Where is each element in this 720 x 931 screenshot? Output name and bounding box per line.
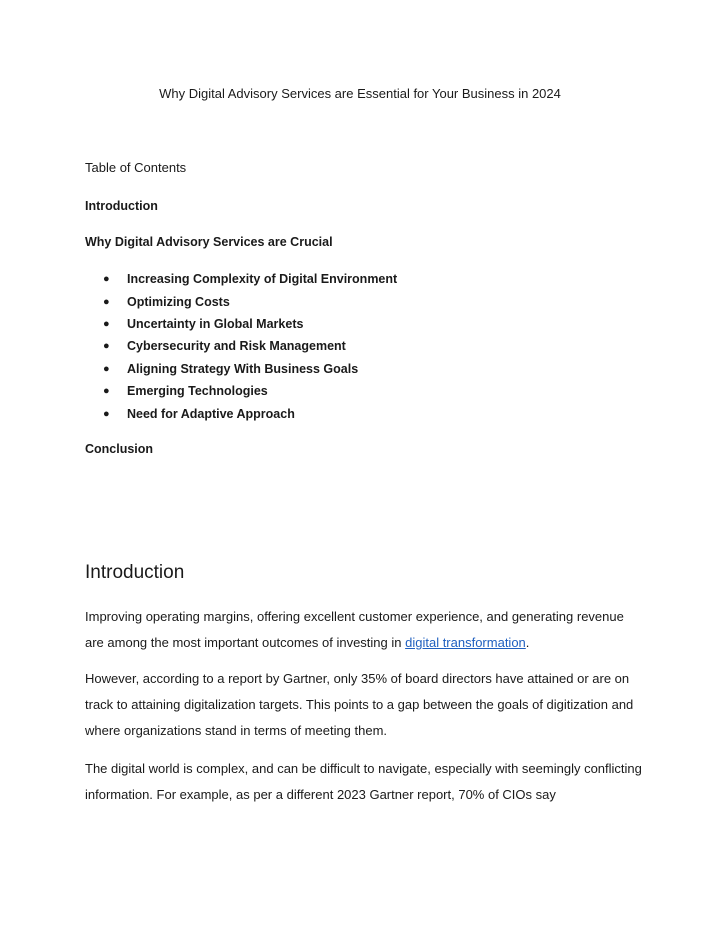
- toc-subsection-list: [85, 268, 397, 425]
- toc-subitem-label: Uncertainty in Global Markets: [127, 316, 304, 331]
- toc-subitem-label: Aligning Strategy With Business Goals: [127, 361, 359, 376]
- bullet-icon: ●: [103, 407, 110, 420]
- toc-item-crucial[interactable]: Why Digital Advisory Services are Crucial: [85, 235, 333, 249]
- introduction-paragraph-3: The digital world is complex, and can be difficult to navigate, especially with seemingly conflicting information. For example, as per a different 2023 Gartner report, 70% of CIOs say: [85, 761, 642, 802]
- bullet-icon: ●: [103, 317, 110, 330]
- toc-subitem-label: Cybersecurity and Risk Management: [127, 339, 346, 354]
- paragraph-text: Improving operating margins, offering excellent customer experience, and generating revenue are among the most important outcomes of investing in: [85, 609, 624, 650]
- toc-subitem-label: Emerging Technologies: [127, 384, 268, 399]
- toc-item-introduction[interactable]: Introduction: [85, 199, 158, 213]
- introduction-paragraph-1: [85, 604, 645, 656]
- paragraph-text: .: [525, 635, 530, 650]
- bullet-icon: ●: [103, 273, 110, 286]
- bullet-icon: ●: [103, 295, 110, 308]
- bullet-icon: ●: [103, 385, 110, 398]
- digital-transformation-link[interactable]: digital transformation: [405, 635, 526, 650]
- toc-subitem[interactable]: [85, 380, 397, 402]
- toc-item-conclusion[interactable]: Conclusion: [85, 442, 154, 456]
- toc-subitem-label: Increasing Complexity of Digital Environment: [127, 272, 398, 287]
- toc-subitem[interactable]: [85, 268, 397, 290]
- toc-subitem[interactable]: [85, 313, 397, 335]
- document-title: Why Digital Advisory Services are Essential for Your Business in 2024: [159, 86, 561, 101]
- introduction-paragraph-2: However, according to a report by Gartner, only 35% of board directors have attained or are on track to attaining digitalization targets. This points to a gap between the goals of digitization and where organizations stand in terms of meeting them.: [85, 671, 634, 738]
- toc-subitem[interactable]: [85, 290, 397, 312]
- bullet-icon: ●: [103, 362, 110, 375]
- toc-subitem-label: Optimizing Costs: [127, 294, 230, 309]
- toc-subitem[interactable]: [85, 335, 397, 357]
- toc-heading: Table of Contents: [85, 160, 187, 175]
- introduction-heading: Introduction: [85, 562, 185, 583]
- toc-subitem[interactable]: [85, 402, 397, 424]
- toc-subitem-label: Need for Adaptive Approach: [127, 406, 295, 421]
- toc-subitem[interactable]: [85, 358, 397, 380]
- bullet-icon: ●: [103, 340, 110, 353]
